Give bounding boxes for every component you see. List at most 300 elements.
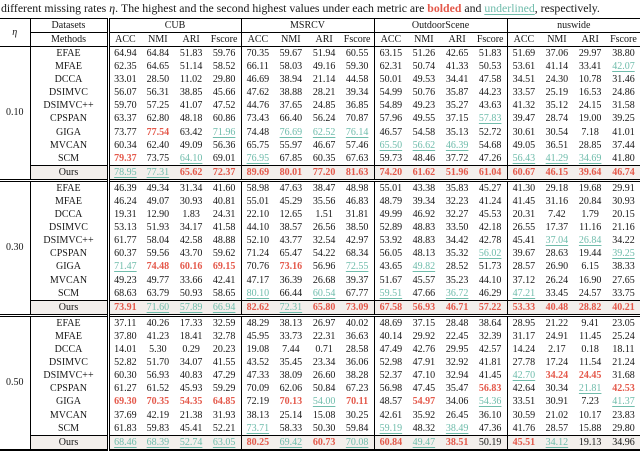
value-cell: 35.45 <box>279 357 303 369</box>
value-cell: 20.84 <box>578 196 602 208</box>
value-cell: 47.10 <box>412 370 436 382</box>
value-cell: 68.46 <box>108 435 141 450</box>
value-cell: 41.14 <box>545 61 569 73</box>
value-cell: 24.86 <box>612 87 635 99</box>
value-cell: 52.37 <box>374 369 407 382</box>
row-efae <box>0 47 640 61</box>
value-cell: 65.47 <box>279 248 303 260</box>
value-cell: 11.54 <box>579 357 602 369</box>
value-cell: 56.36 <box>212 139 236 151</box>
value-cell: 60.84 <box>374 435 407 450</box>
results-table <box>0 18 640 451</box>
missing-rate-label: 0.10 <box>0 47 30 181</box>
value-cell: 15.88 <box>578 422 602 434</box>
value-cell: 46.39 <box>445 139 469 151</box>
value-cell: 42.19 <box>146 409 170 421</box>
value-cell: 57.96 <box>374 113 407 126</box>
value-cell: 57.22 <box>474 300 507 315</box>
value-cell: 34.96 <box>607 435 640 450</box>
value-cell: 56.05 <box>374 248 407 261</box>
value-cell: 26.45 <box>445 409 469 421</box>
value-cell: 73.43 <box>241 113 274 126</box>
value-cell: 55.01 <box>374 181 407 196</box>
value-cell: 7.42 <box>548 209 566 221</box>
value-cell: 70.11 <box>346 396 369 408</box>
value-cell: 11.16 <box>579 222 602 234</box>
value-cell: 37.15 <box>445 113 469 125</box>
value-cell: 63.42 <box>179 126 203 138</box>
value-cell: 74.48 <box>146 261 170 273</box>
caption-bolded-word: bolded <box>427 1 462 15</box>
value-cell: 47.45 <box>412 383 436 395</box>
value-cell: 38.28 <box>345 370 369 382</box>
value-cell: 57.89 <box>175 300 208 315</box>
value-cell: 67.77 <box>345 287 369 299</box>
value-cell: 42.61 <box>374 409 407 422</box>
value-cell: 60.35 <box>312 152 336 164</box>
value-cell: 40.02 <box>341 316 374 331</box>
method-label: DCCA <box>54 209 83 221</box>
method-label: Ours <box>30 300 108 315</box>
value-cell: 38.49 <box>445 422 469 434</box>
value-cell: 36.72 <box>445 287 469 299</box>
value-cell: 34.22 <box>612 235 635 247</box>
value-cell: 72.19 <box>241 396 274 409</box>
value-cell: 60.67 <box>507 166 540 181</box>
group-header-cub: CUB <box>108 19 241 33</box>
value-cell: 43.65 <box>374 261 407 274</box>
value-cell: 45.41 <box>507 235 540 248</box>
method-label: DSIMVC <box>49 222 88 234</box>
value-cell: 38.64 <box>474 316 507 331</box>
value-cell: 38.88 <box>279 87 303 99</box>
caption-text: different missing rates <box>1 1 110 15</box>
value-cell: 52.21 <box>212 422 236 434</box>
metric-header-nmi: NMI <box>281 33 301 45</box>
value-cell: 54.68 <box>478 139 502 151</box>
block-rate-0.50 <box>0 316 640 450</box>
value-cell: 56.43 <box>507 152 540 166</box>
value-cell: 47.26 <box>478 152 502 164</box>
value-cell: 42.18 <box>478 222 502 234</box>
value-cell: 50.84 <box>312 383 336 395</box>
metric-header-ari: ARI <box>315 33 333 45</box>
value-cell: 41.32 <box>507 100 540 113</box>
missing-rate-label: 0.50 <box>0 316 30 450</box>
value-cell: 37.11 <box>108 316 141 331</box>
value-cell: 28.74 <box>545 113 569 125</box>
value-cell: 35.23 <box>445 274 469 286</box>
value-cell: 68.63 <box>108 287 141 301</box>
value-cell: 54.35 <box>179 396 203 408</box>
value-cell: 41.30 <box>507 181 540 196</box>
value-cell: 34.69 <box>578 152 602 164</box>
row-mfae <box>0 195 640 208</box>
value-cell: 42.41 <box>212 274 236 286</box>
value-cell: 30.91 <box>545 396 569 408</box>
value-cell: 45.27 <box>474 181 507 196</box>
row-scm <box>0 422 640 436</box>
value-cell: 76.69 <box>279 126 303 138</box>
value-cell: 14.01 <box>108 343 141 356</box>
row-scm <box>0 152 640 166</box>
value-cell: 30.93 <box>612 196 635 208</box>
value-cell: 39.64 <box>574 166 607 181</box>
value-cell: 38.57 <box>279 222 303 234</box>
value-cell: 37.69 <box>108 409 141 422</box>
value-cell: 56.07 <box>108 86 141 99</box>
value-cell: 35.12 <box>545 100 569 112</box>
value-cell: 20.23 <box>212 344 236 356</box>
value-cell: 32.54 <box>312 235 336 247</box>
value-cell: 62.31 <box>374 60 407 73</box>
value-cell: 76.14 <box>345 126 369 138</box>
value-cell: 56.98 <box>374 383 407 396</box>
method-label: Ours <box>30 435 108 450</box>
value-cell: 58.03 <box>279 61 303 73</box>
value-cell: 67.63 <box>345 152 369 164</box>
row-ours <box>0 166 640 181</box>
value-cell: 70.09 <box>241 383 274 396</box>
value-cell: 47.36 <box>478 422 502 434</box>
method-label: MFAE <box>54 196 83 208</box>
value-cell: 37.06 <box>545 47 569 59</box>
value-cell: 30.93 <box>179 196 203 208</box>
row-scm <box>0 287 640 301</box>
value-cell: 33.51 <box>507 396 540 409</box>
value-cell: 54.97 <box>412 396 436 408</box>
value-cell: 48.88 <box>212 235 236 247</box>
row-giga <box>0 126 640 139</box>
method-label: DCCA <box>54 74 83 86</box>
value-cell: 37.44 <box>612 139 635 151</box>
value-cell: 27.78 <box>507 356 540 369</box>
eta-column-header: η <box>0 19 30 47</box>
value-cell: 54.99 <box>374 86 407 99</box>
value-cell: 71.47 <box>108 261 141 274</box>
value-cell: 70.13 <box>279 396 303 408</box>
value-cell: 47.33 <box>241 369 274 382</box>
metric-header-fscore: Fscore <box>343 33 371 45</box>
value-cell: 69.30 <box>108 396 141 409</box>
value-cell: 12.90 <box>146 209 170 221</box>
value-cell: 45.29 <box>279 196 303 208</box>
value-cell: 31.58 <box>612 100 635 112</box>
value-cell: 42.76 <box>412 344 436 356</box>
value-cell: 34.06 <box>445 396 469 408</box>
metric-header-fscore: Fscore <box>210 33 238 45</box>
row-dcca <box>0 208 640 221</box>
value-cell: 46.24 <box>108 195 141 208</box>
value-cell: 47.58 <box>478 74 502 86</box>
value-cell: 18.41 <box>179 330 203 342</box>
table-caption <box>0 0 640 18</box>
value-cell: 48.13 <box>412 248 436 260</box>
value-cell: 60.30 <box>108 369 141 382</box>
value-cell: 29.18 <box>540 181 573 196</box>
value-cell: 47.49 <box>374 343 407 356</box>
value-cell: 26.90 <box>545 261 569 273</box>
value-cell: 72.37 <box>208 166 241 181</box>
value-cell: 21.14 <box>312 74 336 86</box>
value-cell: 69.15 <box>212 261 236 273</box>
method-label: CPSPAN <box>50 383 87 395</box>
header-row-datasets <box>0 19 640 33</box>
value-cell: 31.34 <box>175 181 208 196</box>
value-cell: 51.83 <box>478 47 502 59</box>
method-label: EFAE <box>30 316 108 331</box>
value-cell: 54.22 <box>312 248 336 260</box>
value-cell: 33.66 <box>179 274 203 286</box>
value-cell: 28.85 <box>578 139 602 151</box>
value-cell: 52.98 <box>374 356 407 369</box>
value-cell: 39.37 <box>345 274 369 286</box>
metric-header-fscore: Fscore <box>476 33 504 45</box>
value-cell: 37.72 <box>445 152 469 164</box>
value-cell: 17.37 <box>545 222 569 234</box>
value-cell: 52.74 <box>175 435 208 450</box>
value-cell: 41.01 <box>612 126 635 138</box>
value-cell: 21.38 <box>179 409 203 421</box>
value-cell: 48.69 <box>374 316 407 331</box>
method-label: MFAE <box>54 61 83 73</box>
value-cell: 28.95 <box>507 316 540 331</box>
value-cell: 63.79 <box>146 287 170 299</box>
value-cell: 46.39 <box>108 181 141 196</box>
value-cell: 24.30 <box>545 74 569 86</box>
row-mvcan <box>0 409 640 422</box>
value-cell: 80.01 <box>274 166 307 181</box>
value-cell: 58.65 <box>212 287 236 299</box>
value-cell: 49.47 <box>407 435 440 450</box>
value-cell: 56.24 <box>312 113 336 125</box>
value-cell: 37.04 <box>545 235 569 247</box>
value-cell: 29.80 <box>212 74 236 86</box>
value-cell: 64.65 <box>146 61 170 73</box>
row-cpspan <box>0 383 640 396</box>
value-cell: 78.95 <box>108 166 141 181</box>
method-label: DSIMVC++ <box>43 370 94 382</box>
value-cell: 20.31 <box>507 208 540 221</box>
value-cell: 60.54 <box>312 287 336 299</box>
value-cell: 50.74 <box>412 61 436 73</box>
value-cell: 47.17 <box>241 274 274 287</box>
value-cell: 73.75 <box>146 152 170 164</box>
eta-symbol: η <box>109 1 116 15</box>
value-cell: 48.29 <box>241 316 274 331</box>
value-cell: 70.35 <box>241 47 274 61</box>
value-cell: 24.85 <box>312 100 336 112</box>
value-cell: 44.76 <box>241 100 274 113</box>
value-cell: 26.60 <box>312 370 336 382</box>
metric-header-ari: ARI <box>182 33 200 45</box>
value-cell: 61.77 <box>108 235 141 248</box>
group-header-nuswide: nuswide <box>507 19 640 33</box>
row-dcca <box>0 73 640 86</box>
row-cpspan <box>0 113 640 126</box>
value-cell: 50.93 <box>179 287 203 299</box>
value-cell: 64.84 <box>146 47 170 59</box>
row-efae <box>0 316 640 331</box>
value-cell: 29.97 <box>578 47 602 59</box>
row-dsimvc <box>0 86 640 99</box>
value-cell: 29.95 <box>445 344 469 356</box>
value-cell: 42.53 <box>612 383 635 395</box>
value-cell: 43.77 <box>279 235 303 247</box>
value-cell: 50.53 <box>478 61 502 73</box>
value-cell: 1.83 <box>182 209 200 221</box>
value-cell: 66.94 <box>208 300 241 315</box>
value-cell: 40.81 <box>212 196 236 208</box>
value-cell: 5.30 <box>149 344 167 356</box>
value-cell: 48.18 <box>179 113 203 125</box>
value-cell: 43.63 <box>478 100 502 112</box>
value-cell: 63.15 <box>374 47 407 61</box>
value-cell: 82.62 <box>241 300 274 315</box>
value-cell: 66.44 <box>279 287 303 299</box>
value-cell: 38.80 <box>612 47 635 59</box>
value-cell: 28.58 <box>345 344 369 356</box>
value-cell: 49.99 <box>374 208 407 221</box>
value-cell: 34.24 <box>545 370 569 382</box>
value-cell: 38.85 <box>179 87 203 99</box>
value-cell: 48.79 <box>374 195 407 208</box>
value-cell: 14.24 <box>507 343 540 356</box>
value-cell: 41.76 <box>507 422 540 436</box>
value-cell: 25.14 <box>279 409 303 421</box>
value-cell: 19.31 <box>108 208 141 221</box>
value-cell: 40.26 <box>141 316 174 331</box>
value-cell: 25.19 <box>545 87 569 99</box>
value-cell: 70.08 <box>341 435 374 450</box>
value-cell: 19.08 <box>241 343 274 356</box>
value-cell: 71.96 <box>212 126 236 138</box>
value-cell: 41.07 <box>179 100 203 112</box>
value-cell: 33.41 <box>578 61 602 73</box>
value-cell: 23.83 <box>612 409 635 421</box>
value-cell: 70.87 <box>345 113 369 125</box>
value-cell: 31.17 <box>507 330 540 343</box>
value-cell: 38.50 <box>345 222 369 234</box>
value-cell: 20.15 <box>612 209 635 221</box>
metric-header-acc: ACC <box>108 33 141 47</box>
value-cell: 38.94 <box>279 74 303 86</box>
value-cell: 73.09 <box>341 300 374 315</box>
value-cell: 48.83 <box>412 222 436 234</box>
group-header-msrcv: MSRCV <box>241 19 374 33</box>
value-cell: 30.25 <box>345 409 369 421</box>
row-dsimvc <box>0 356 640 369</box>
value-cell: 35.56 <box>312 196 336 208</box>
value-cell: 58.52 <box>212 61 236 73</box>
value-cell: 35.92 <box>412 409 436 421</box>
value-cell: 76.95 <box>241 152 274 166</box>
value-cell: 34.12 <box>540 435 573 450</box>
method-label: MVCAN <box>49 139 88 151</box>
value-cell: 80.25 <box>241 435 274 450</box>
method-label: GIGA <box>56 396 81 408</box>
value-cell: 41.23 <box>146 330 170 342</box>
value-cell: 45.53 <box>478 209 502 221</box>
value-cell: 28.82 <box>574 300 607 315</box>
value-cell: 53.92 <box>374 235 407 248</box>
value-cell: 41.45 <box>478 370 502 382</box>
method-label: DSIMVC <box>49 87 88 99</box>
methods-header: Methods <box>51 33 86 45</box>
value-cell: 26.55 <box>507 221 540 234</box>
value-cell: 46.57 <box>374 126 407 139</box>
value-cell: 71.60 <box>141 300 174 315</box>
method-label: MVCAN <box>49 274 88 286</box>
method-label: SCM <box>57 422 80 434</box>
row-giga <box>0 396 640 409</box>
value-cell: 31.68 <box>612 370 635 382</box>
value-cell: 56.62 <box>412 139 436 151</box>
value-cell: 60.55 <box>345 47 369 59</box>
caption-text: . The highest and the second highest values under each metric are <box>115 1 428 15</box>
method-label: EFAE <box>56 47 81 59</box>
method-label: MVCAN <box>49 409 88 421</box>
value-cell: 50.76 <box>412 87 436 99</box>
value-cell: 59.62 <box>212 248 236 260</box>
value-cell: 33.50 <box>445 222 469 234</box>
value-cell: 38.33 <box>612 261 635 273</box>
value-cell: 41.55 <box>212 357 236 369</box>
value-cell: 38.47 <box>308 181 341 196</box>
value-cell: 64.10 <box>179 152 203 164</box>
value-cell: 28.63 <box>545 248 569 260</box>
row-mvcan <box>0 139 640 152</box>
value-cell: 55.97 <box>279 139 303 151</box>
value-cell: 47.62 <box>241 86 274 99</box>
value-cell: 52.82 <box>108 356 141 369</box>
metric-header-fscore: Fscore <box>610 33 637 45</box>
value-cell: 72.31 <box>274 300 307 315</box>
value-cell: 79.37 <box>108 152 141 166</box>
value-cell: 49.77 <box>146 274 170 286</box>
value-cell: 36.85 <box>345 100 369 112</box>
value-cell: 73.71 <box>241 422 274 436</box>
value-cell: 1.79 <box>581 209 599 221</box>
value-cell: 35.47 <box>445 383 469 395</box>
value-cell: 59.84 <box>345 422 369 434</box>
value-cell: 54.00 <box>312 396 336 408</box>
value-cell: 33.57 <box>507 86 540 99</box>
value-cell: 11.02 <box>180 74 203 86</box>
value-cell: 6.15 <box>581 261 599 273</box>
row-dsimvc <box>0 221 640 234</box>
value-cell: 44.10 <box>478 274 502 286</box>
method-label: DSIMVC++ <box>43 235 94 247</box>
value-cell: 23.05 <box>607 316 640 331</box>
value-cell: 65.50 <box>374 139 407 152</box>
value-cell: 23.34 <box>312 357 336 369</box>
value-cell: 21.24 <box>612 357 635 369</box>
value-cell: 80.10 <box>241 287 274 301</box>
value-cell: 41.37 <box>612 396 635 408</box>
value-cell: 49.16 <box>312 61 336 73</box>
value-cell: 28.52 <box>445 261 469 273</box>
value-cell: 51.73 <box>478 261 502 273</box>
value-cell: 49.53 <box>412 74 436 86</box>
value-cell: 61.04 <box>474 166 507 181</box>
value-cell: 33.01 <box>108 73 141 86</box>
value-cell: 32.59 <box>208 316 241 331</box>
value-cell: 51.83 <box>179 47 203 59</box>
value-cell: 45.51 <box>507 435 540 450</box>
value-cell: 27.65 <box>612 274 635 286</box>
value-cell: 34.51 <box>507 73 540 86</box>
